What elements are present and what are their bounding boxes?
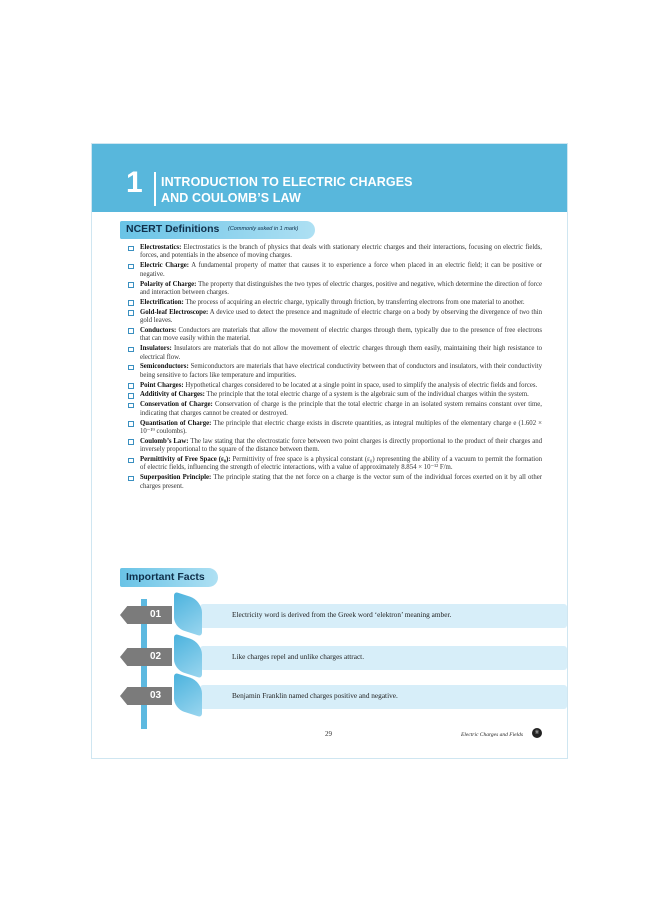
definition-term: Polarity of Charge: [140, 280, 197, 288]
fact-number: 03 [150, 690, 162, 701]
checkbox-bullet-icon [128, 347, 134, 353]
definition-text: The principle that electric charge exists in discrete quantities, as integral multiples of the elementary charge e (1.602 × 10⁻¹⁹ coulombs). [140, 419, 543, 435]
checkbox-bullet-icon [128, 282, 134, 288]
definition-item [128, 309, 542, 326]
definition-term: Insulators: [140, 345, 172, 353]
definition-term: Point Charges: [140, 381, 184, 389]
definition-text: Conductors are materials that allow the movement of electric charges through them, typically due to the presence of free electrons that can move easily within the material. [140, 326, 543, 343]
definition-item [128, 299, 542, 307]
checkbox-bullet-icon [128, 393, 134, 399]
definition-term: Superposition Principle: [140, 474, 212, 482]
fact-arrow [120, 687, 172, 705]
fact-arrow [120, 606, 172, 624]
definition-term: Gold-leaf Electroscope: [140, 308, 209, 316]
definition-text: The property that distinguishes the two types of electric charges, positive and negative, which determine the direction of force and interaction between charges. [140, 280, 543, 296]
running-title: Electric Charges and Fields [461, 732, 523, 738]
checkbox-bullet-icon [128, 383, 134, 389]
facts-banner [120, 568, 218, 587]
definition-term: Permittivity of Free Space (ε₀): [140, 456, 231, 464]
chapter-title [161, 174, 413, 206]
checkbox-bullet-icon [128, 476, 134, 482]
chapter-header [92, 144, 567, 212]
definition-item [128, 438, 542, 455]
page-number: 29 [325, 730, 332, 738]
definition-term: Electric Charge: [140, 262, 190, 270]
fact-item [120, 602, 542, 630]
fact-tab [174, 672, 202, 717]
fact-arrow [120, 648, 172, 666]
definition-term: Conservation of Charge: [140, 401, 213, 409]
checkbox-bullet-icon [128, 439, 134, 445]
definition-text: The law stating that the electrostatic force between two point charges is directly proportional to the product of their charges and inversely proportional to the square of the distance between them. [140, 437, 543, 454]
fact-number: 01 [150, 609, 162, 620]
definitions-list [128, 244, 542, 493]
checkbox-bullet-icon [128, 300, 134, 306]
fact-text: Benjamin Franklin named charges positive and negative. [232, 691, 398, 700]
definition-text: Insulators are materials that do not allow the movement of electric charges through them easily, maintaining their high resistance to electrical flow. [140, 345, 542, 361]
definition-term: Electrostatics: [140, 244, 182, 251]
definition-term: Additivity of Charges: [140, 391, 205, 399]
checkbox-bullet-icon [128, 246, 134, 252]
definition-item [128, 327, 542, 344]
definitions-subheading: (Commonly asked in 1 mark) [228, 226, 299, 232]
definitions-banner [120, 221, 315, 239]
definition-item [128, 401, 542, 418]
checkbox-bullet-icon [128, 328, 134, 334]
fact-number: 02 [150, 651, 162, 662]
fact-tab [174, 591, 202, 636]
checkbox-bullet-icon [128, 310, 134, 316]
fact-item [120, 683, 542, 711]
checkbox-bullet-icon [128, 403, 134, 409]
chapter-number: 1 [126, 166, 143, 199]
atom-icon: ⚛ [532, 728, 542, 738]
definition-text: The principle that the total electric charge of a system is the algebraic sum of the individual charges within the system. [206, 391, 529, 399]
definition-text: Permittivity of free space is a physical constant (ε₀) representing the ability of a vacuum to permit the formation of electric fields, influencing the strength of electric interactions, with a value of approximately 8.854 × 10⁻¹² F/m. [140, 456, 542, 472]
definition-text: A fundamental property of matter that causes it to experience a force when placed in an electric field; it can be positive or negative. [140, 262, 543, 278]
definition-text: The process of acquiring an electric charge, typically through friction, by transferring electrons from one material to another. [185, 298, 525, 306]
definition-item [128, 363, 542, 380]
chapter-title-line1: INTRODUCTION TO ELECTRIC CHARGES [161, 175, 413, 189]
chapter-divider [154, 172, 156, 206]
definition-term: Quantisation of Charge: [140, 419, 212, 427]
checkbox-bullet-icon [128, 264, 134, 270]
chapter-title-line2: AND COULOMB’S LAW [161, 191, 301, 205]
definition-text: The principle stating that the net force on a charge is the vector sum of the individual forces exerted on it by all other charges present. [140, 474, 542, 490]
checkbox-bullet-icon [128, 365, 134, 371]
definition-text: Conservation of charge is the principle that the total electric charge in an isolated system remains constant over time, indicating that charges cannot be created or destroyed. [140, 401, 542, 417]
definition-text: A device used to detect the presence and magnitude of electric charge on a body by observing the divergence of two thin gold leaves. [140, 308, 543, 324]
definition-item [128, 391, 542, 399]
definition-text: Semiconductors are materials that have electrical conductivity between that of conductors and insulators, with their conductivity being sensitive to factors like temperature and impurities. [140, 363, 542, 379]
definition-item [128, 244, 542, 261]
fact-text: Electricity word is derived from the Greek word ‘elektron’ meaning amber. [232, 610, 452, 619]
definition-term: Electrification: [140, 298, 184, 306]
definition-text: Electrostatics is the branch of physics that deals with stationary electric charges and their interactions, focusing on electric fields, forces, and potentials in the absence of moving charges. [140, 244, 542, 260]
definition-item [128, 456, 542, 473]
definition-item [128, 262, 542, 279]
definition-term: Semiconductors: [140, 363, 189, 371]
definition-term: Conductors: [140, 326, 177, 334]
definitions-heading: NCERT Definitions [126, 223, 220, 235]
definition-item [128, 345, 542, 362]
definition-item [128, 420, 542, 437]
fact-text: Like charges repel and unlike charges attract. [232, 652, 365, 661]
definition-term: Coulomb’s Law: [140, 437, 189, 445]
definition-item [128, 382, 542, 390]
checkbox-bullet-icon [128, 458, 134, 464]
fact-item [120, 644, 542, 672]
definition-text: Hypothetical charges considered to be located at a single point in space, used to simplify the analysis of electric fields and forces. [185, 381, 538, 389]
book-page [91, 143, 568, 759]
fact-tab [174, 633, 202, 678]
facts-heading: Important Facts [126, 571, 205, 583]
definition-item [128, 281, 542, 298]
checkbox-bullet-icon [128, 421, 134, 427]
definition-item [128, 474, 542, 491]
